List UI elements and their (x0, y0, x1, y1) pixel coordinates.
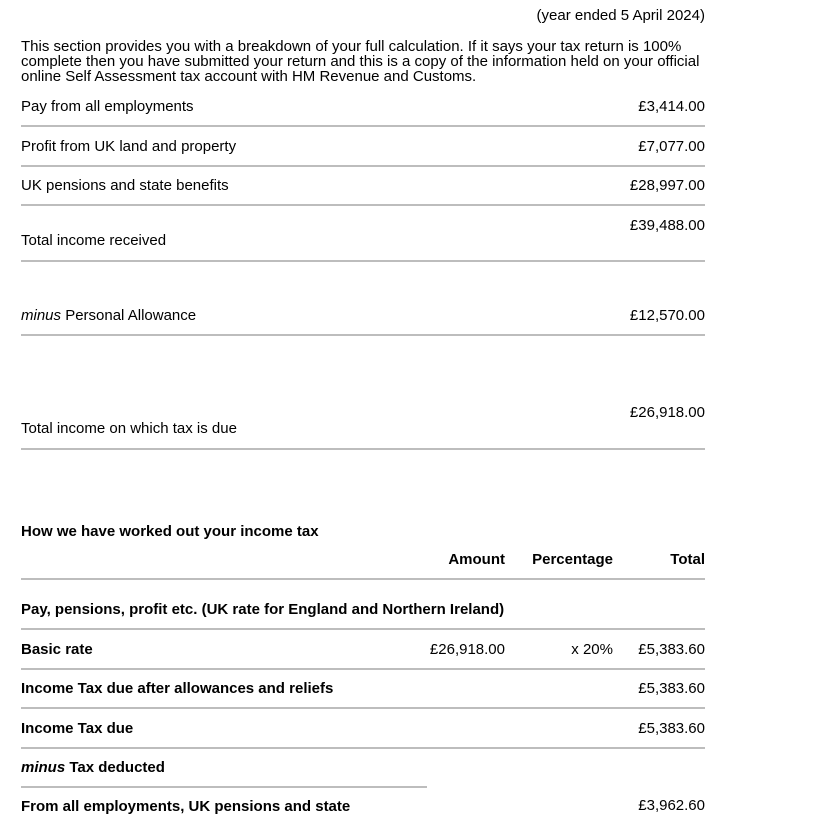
basic-rate-amount: £26,918.00 (429, 641, 505, 658)
divider (21, 578, 705, 580)
minus-prefix: minus (21, 307, 62, 324)
divider (21, 204, 705, 206)
income-row-value-property: £7,077.00 (638, 138, 705, 155)
divider (21, 125, 705, 127)
divider (21, 747, 705, 749)
basic-rate-label: Basic rate (21, 641, 93, 658)
tax-deducted-label (21, 759, 165, 776)
divider (21, 260, 705, 262)
divider (21, 668, 705, 670)
total-income-value: £39,488.00 (629, 217, 705, 234)
minus-prefix: minus (21, 759, 66, 776)
divider (21, 334, 705, 336)
band-heading: Pay, pensions, profit etc. (UK rate for England and Northern Ireland) (21, 601, 505, 618)
from-employments-value: £3,962.60 (638, 797, 705, 814)
intro-paragraph: This section provides you with a breakdown of your full calculation. If it says your tax return is 100% complete then you have submitted your return and this is a copy of the information held on your official online Self Assessment tax account with HM Revenue and Customs. (21, 38, 700, 85)
allowance-text: Personal Allowance (65, 307, 197, 324)
divider (21, 707, 705, 709)
taxable-income-value: £26,918.00 (629, 404, 705, 421)
basic-rate-total: £5,383.60 (638, 641, 705, 658)
taxable-income-label: Total income on which tax is due (21, 420, 237, 437)
income-tax-due-value: £5,383.60 (638, 720, 705, 737)
from-employments-label: From all employments, UK pensions and state (21, 798, 351, 815)
column-header-amount: Amount (448, 551, 505, 568)
divider (21, 448, 705, 450)
basic-rate-percentage: x 20% (571, 641, 613, 658)
after-reliefs-label: Income Tax due after allowances and reliefs (21, 680, 334, 697)
personal-allowance-label (21, 307, 196, 324)
tax-deducted-text: Tax deducted (69, 759, 165, 776)
divider-short (21, 786, 427, 788)
tax-year-label: (year ended 5 April 2024) (536, 7, 705, 24)
income-tax-heading: How we have worked out your income tax (21, 523, 319, 540)
after-reliefs-value: £5,383.60 (638, 680, 705, 697)
column-header-percentage: Percentage (532, 551, 613, 568)
income-row-label-property: Profit from UK land and property (21, 138, 237, 155)
total-income-label: Total income received (21, 232, 167, 249)
income-tax-due-label: Income Tax due (21, 720, 134, 737)
column-header-total: Total (670, 551, 705, 568)
income-row-value-employment: £3,414.00 (638, 98, 705, 115)
income-row-value-pensions: £28,997.00 (629, 177, 705, 194)
income-row-label-employment: Pay from all employments (21, 98, 194, 115)
divider (21, 165, 705, 167)
income-row-label-pensions: UK pensions and state benefits (21, 177, 229, 194)
personal-allowance-value: £12,570.00 (629, 307, 705, 324)
divider (21, 628, 705, 630)
